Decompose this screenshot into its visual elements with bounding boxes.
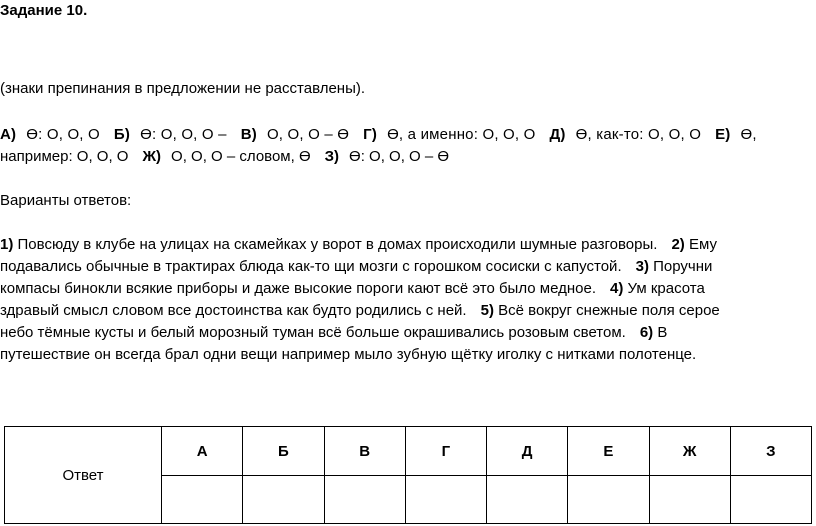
option-text-v: О, О, О – Ө bbox=[266, 126, 350, 143]
option-key-e: Е) bbox=[715, 126, 731, 143]
sentence-line-2 bbox=[0, 256, 712, 278]
option-text-z: Ө: О, О, О – Ө bbox=[349, 148, 450, 165]
sentence-num-6: 6) bbox=[639, 324, 654, 341]
sentence-text-3b: компасы бинокли всякие приборы и даже высокие пороги кают всё это было медное. bbox=[0, 280, 596, 297]
sentence-num-1: 1) bbox=[0, 236, 14, 253]
option-key-d: Д) bbox=[549, 126, 566, 143]
answer-cell-v[interactable] bbox=[324, 476, 405, 524]
answer-cell-a[interactable] bbox=[162, 476, 243, 524]
options-line-1 bbox=[0, 124, 757, 146]
answer-cell-e[interactable] bbox=[568, 476, 649, 524]
option-key-z: З) bbox=[324, 148, 340, 165]
option-text-a: Ө: О, О, О bbox=[26, 126, 100, 143]
sentence-line-6 bbox=[0, 344, 696, 366]
option-key-b: Б) bbox=[113, 126, 131, 143]
sentence-line-3 bbox=[0, 278, 705, 300]
sentence-num-2: 2) bbox=[671, 236, 685, 253]
sentence-num-5: 5) bbox=[480, 302, 494, 319]
sentence-text-2a: Ему bbox=[688, 236, 717, 253]
answer-col-g: Г bbox=[405, 427, 486, 476]
sentence-line-1 bbox=[0, 234, 717, 256]
sentence-text-4a: Ум красота bbox=[627, 280, 705, 297]
option-key-zh: Ж) bbox=[142, 148, 162, 165]
answer-label: Ответ bbox=[5, 427, 162, 524]
variants-label: Варианты ответов: bbox=[0, 192, 132, 209]
sentence-text-6b: путешествие он всегда брал одни вещи например мыло зубную щётку иголку с нитками полотенце. bbox=[0, 346, 697, 363]
sentence-text-5b: небо тёмные кусты и белый морозный туман всё больше окрашивались розовым светом. bbox=[0, 324, 626, 341]
answer-header-row bbox=[5, 427, 812, 476]
answer-table bbox=[4, 426, 812, 524]
option-text-e: Ө, bbox=[740, 126, 757, 143]
answer-col-zh: Ж bbox=[649, 427, 730, 476]
sentence-line-4 bbox=[0, 300, 720, 322]
option-key-a: А) bbox=[0, 126, 17, 143]
answer-col-z: З bbox=[730, 427, 811, 476]
sentence-text-3a: Поручни bbox=[653, 258, 713, 275]
answer-cell-z[interactable] bbox=[730, 476, 811, 524]
options-line-2 bbox=[0, 146, 449, 168]
answer-cell-g[interactable] bbox=[405, 476, 486, 524]
answer-cell-d[interactable] bbox=[487, 476, 568, 524]
option-text-e-cont: например: О, О, О bbox=[0, 148, 129, 165]
option-text-zh: О, О, О – словом, Ө bbox=[171, 148, 311, 165]
sentence-text-6a: В bbox=[657, 324, 668, 341]
answer-cell-b[interactable] bbox=[243, 476, 324, 524]
task-title: Задание 10. bbox=[0, 2, 88, 19]
sentence-text-2b: подавались обычные в трактирах блюда как-то щи мозги с горошком сосиски с капустой. bbox=[0, 258, 622, 275]
answer-col-d: Д bbox=[487, 427, 568, 476]
option-text-g: Ө, а именно: О, О, О bbox=[387, 126, 536, 143]
answer-col-v: В bbox=[324, 427, 405, 476]
sentence-text-4b: здравый смысл словом все достоинства как будто родились с ней. bbox=[0, 302, 467, 319]
sentence-text-1: Повсюду в клубе на улицах на скамейках у ворот в домах происходили шумные разговоры. bbox=[17, 236, 658, 253]
option-key-g: Г) bbox=[363, 126, 378, 143]
answer-cell-zh[interactable] bbox=[649, 476, 730, 524]
option-text-d: Ө, как-то: О, О, О bbox=[575, 126, 702, 143]
answer-col-b: Б bbox=[243, 427, 324, 476]
answer-col-e: Е bbox=[568, 427, 649, 476]
sentence-num-3: 3) bbox=[635, 258, 649, 275]
option-key-v: В) bbox=[240, 126, 257, 143]
sentence-num-4: 4) bbox=[610, 280, 624, 297]
answer-col-a: А bbox=[162, 427, 243, 476]
sentence-line-5 bbox=[0, 322, 667, 344]
task-note: (знаки препинания в предложении не расставлены). bbox=[0, 80, 366, 97]
sentence-text-5a: Всё вокруг снежные поля серое bbox=[498, 302, 720, 319]
option-text-b: Ө: О, О, О – bbox=[140, 126, 227, 143]
